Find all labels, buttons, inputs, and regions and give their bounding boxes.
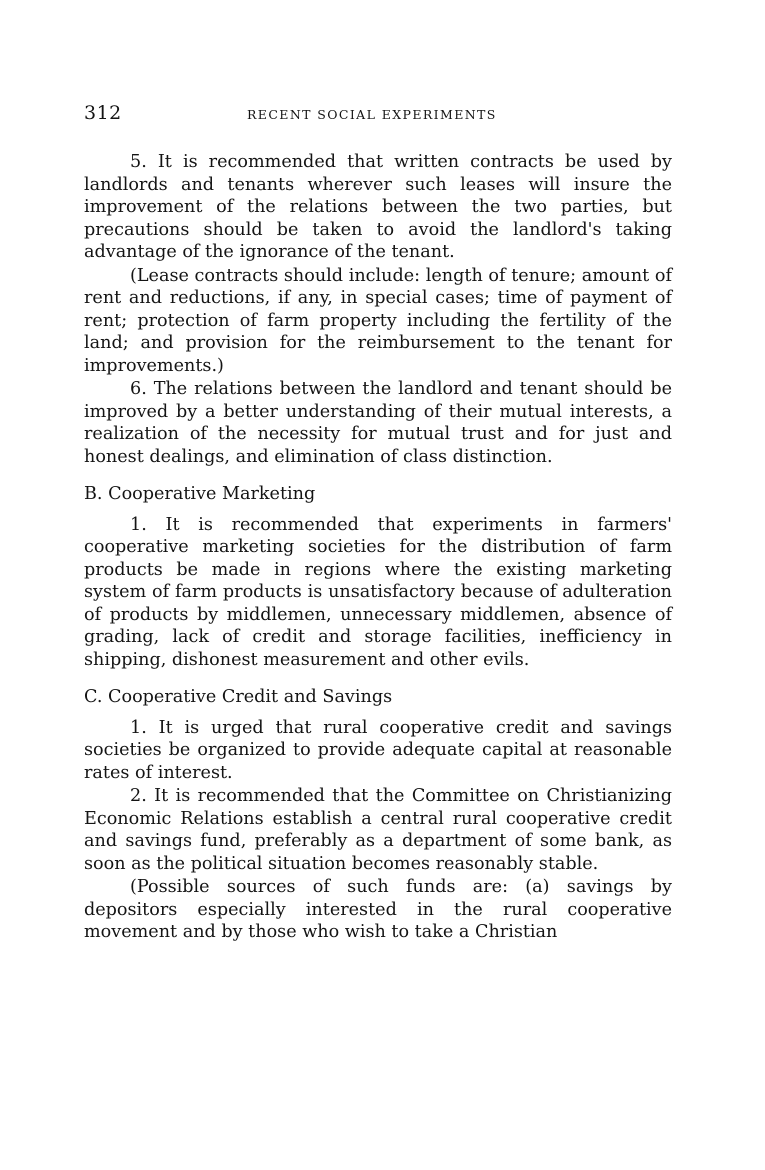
paragraph-credit-2: 2. It is recommended that the Committee on Christianizing Economic Relations establish a central rural cooperative credit and savings fund, preferably as a department of some bank, as soon as the political situation becomes reasonably stable. [84,786,672,874]
section-heading-cooperative-credit: C. Cooperative Credit and Savings [84,687,393,707]
page-header [84,102,672,132]
section-heading-cooperative-marketing: B. Cooperative Marketing [84,484,316,504]
paragraph-lease-contracts: (Lease contracts should include: length of tenure; amount of rent and reductions, if any, in special cases; time of payment of rent; protection of farm property including the fertility of the land; and provision for the reimbursement to the tenant for improvements.) [84,265,672,376]
page-number: 312 [84,102,122,124]
paragraph-marketing-1: 1. It is recommended that experiments in farmers' cooperative marketing societies for the distribution of farm products be made in regions where the existing marketing system of farm products is unsatisfactory because of adulteration of products by middlemen, unnecessary middlemen, absence of grading, lack of credit and storage facilities, inefficiency in shipping, dishonest measurement and other evils. [84,514,672,670]
page-body [84,151,672,944]
paragraph-credit-1: 1. It is urged that rural cooperative credit and savings societies be organized to provide adequate capital at reasonable rates of interest. [84,717,672,783]
paragraph-item-6: 6. The relations between the landlord and tenant should be improved by a better understanding of their mutual interests, a realization of the necessity for mutual trust and for just and honest dealings, and elimination of class distinction. [84,379,672,467]
running-title: RECENT SOCIAL EXPERIMENTS [247,107,497,122]
paragraph-credit-sources: (Possible sources of such funds are: (a) savings by depositors especially interested in the rural cooperative movement and by those who wish to take a Christian [84,877,672,942]
paragraph-item-5: 5. It is recommended that written contracts be used by landlords and tenants wherever such leases will insure the improvement of the relations between the two parties, but precautions should be taken to avoid the landlord's taking advantage of the ignorance of the tenant. [84,152,672,262]
